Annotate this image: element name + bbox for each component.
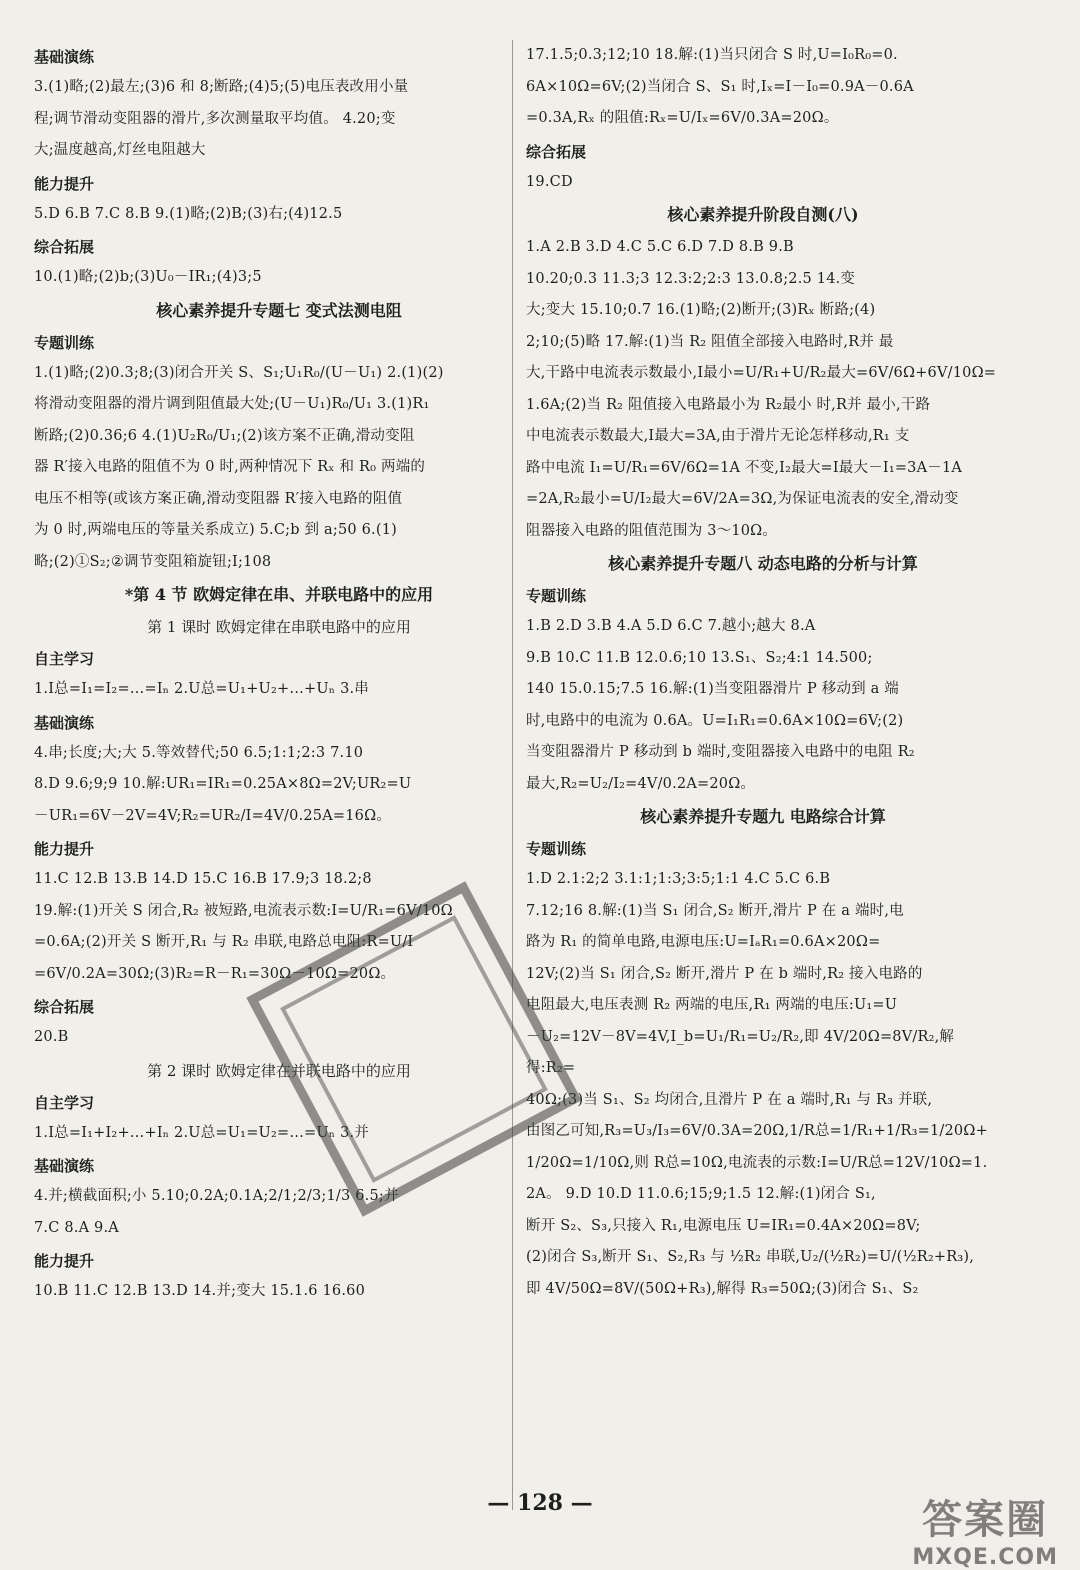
section-heading: 自主学习	[34, 650, 95, 668]
section-heading: 综合拓展	[34, 998, 95, 1016]
answer-line: 19.CD	[526, 173, 573, 190]
answer-line: 5.D 6.B 7.C 8.B 9.(1)略;(2)B;(3)右;(4)12.5	[34, 205, 343, 222]
answer-line: =2A,R₂最小=U/I₂最大=6V/2A=3Ω,为保证电流表的安全,滑动变	[526, 491, 959, 507]
answer-line: 时,电路中的电流为 0.6A。U=I₁R₁=0.6A×10Ω=6V;(2)	[526, 712, 904, 729]
lesson-title: 第 2 课时 欧姆定律在并联电路中的应用	[147, 1061, 411, 1080]
answer-line: 2A。 9.D 10.D 11.0.6;15;9;1.5 12.解:(1)闭合 S₁,	[526, 1186, 876, 1202]
section-heading: 自主学习	[34, 1093, 95, 1112]
answer-line: 1.D 2.1:2;2 3.1:1;1:3;3:5;1:1 4.C 5.C 6.B	[526, 871, 831, 887]
answer-line: 10.B 11.C 12.B 13.D 14.并;变大 15.1.6 16.60	[34, 1283, 365, 1299]
answer-line: 1/20Ω=1/10Ω,则 R总=10Ω,电流表的示数:I=U/R总=12V/10Ω=1.	[526, 1154, 988, 1171]
answer-line: 断开 S₂、S₃,只接入 R₁,电源电压 U=IR₁=0.4A×20Ω=8V;	[526, 1217, 921, 1234]
answer-line: 电压不相等(或该方案正确,滑动变阻器 R′接入电路的阻值	[34, 490, 403, 507]
answer-line: 当变阻器滑片 P 移动到 b 端时,变阻器接入电路中的电阻 R₂	[526, 744, 915, 760]
answer-line: 即 4V/50Ω=8V/(50Ω+R₃),解得 R₃=50Ω;(3)闭合 S₁、S₂	[526, 1280, 919, 1297]
answer-line: 140 15.0.15;7.5 16.解:(1)当变阻器滑片 P 移动到 a 端	[526, 681, 900, 697]
section-heading: 综合拓展	[526, 142, 587, 161]
answer-line: 17.1.5;0.3;12;10 18.解:(1)当只闭合 S 时,U=I₀R₀=0.	[526, 47, 898, 63]
answer-line: 大;变大 15.10;0.7 16.(1)略;(2)断开;(3)Rₓ 断路;(4)	[526, 302, 876, 318]
answer-line: =6V/0.2A=30Ω;(3)R₂=R－R₁=30Ω－10Ω=20Ω。	[34, 965, 396, 982]
answer-line: (2)闭合 S₃,断开 S₁、S₂,R₃ 与 ½R₂ 串联,U₂/(½R₂)=U/(½R₂+R₃),	[526, 1249, 975, 1265]
answer-line: 路为 R₁ 的简单电路,电源电压:U=IₐR₁=0.6A×20Ω=	[526, 934, 881, 950]
section-heading: 能力提升	[34, 174, 95, 193]
answer-line: 1.B 2.D 3.B 4.A 5.D 6.C 7.越小;越大 8.A	[526, 618, 816, 634]
answer-line: 器 R′接入电路的阻值不为 0 时,两种情况下 Rₓ 和 R₀ 两端的	[34, 459, 426, 475]
answer-line: 11.C 12.B 13.B 14.D 15.C 16.B 17.9;3 18.2;8	[34, 871, 372, 887]
section-heading: 能力提升	[34, 840, 95, 858]
answer-line: 1.(1)略;(2)0.3;8;(3)闭合开关 S、S₁;U₁R₀/(U－U₁) 2.(1)(2)	[34, 364, 444, 381]
right-column	[526, 40, 1000, 1305]
answer-line: =0.6A;(2)开关 S 断开,R₁ 与 R₂ 串联,电路总电阻:R=U/I	[34, 934, 414, 950]
answer-line: 10.(1)略;(2)b;(3)U₀－IR₁;(4)3;5	[34, 269, 262, 285]
answer-line: 9.B 10.C 11.B 12.0.6;10 13.S₁、S₂;4:1 14.500;	[526, 649, 873, 666]
answer-line: 4.并;横截面积;小 5.10;0.2A;0.1A;2/1;2/3;1/3 6.5;并	[34, 1188, 399, 1204]
lesson-title: 第 1 课时 欧姆定律在串联电路中的应用	[147, 618, 411, 636]
answer-line: 40Ω;(3)当 S₁、S₂ 均闭合,且滑片 P 在 a 端时,R₁ 与 R₃ 并联,	[526, 1091, 933, 1108]
answer-line: 12V;(2)当 S₁ 闭合,S₂ 断开,滑片 P 在 b 端时,R₂ 接入电路的	[526, 965, 923, 982]
section-heading: 专题训练	[526, 840, 587, 858]
answer-line: 10.20;0.3 11.3;3 12.3:2;2:3 13.0.8;2.5 14.变	[526, 270, 856, 287]
watermark-url: MXQE.COM	[912, 1545, 1058, 1570]
section-heading: 基础演练	[34, 713, 95, 732]
answer-line: －UR₁=6V－2V=4V;R₂=UR₂/I=4V/0.25A=16Ω。	[34, 807, 392, 824]
answer-line: 电阻最大,电压表测 R₂ 两端的电压,R₁ 两端的电压:U₁=U	[526, 997, 898, 1013]
answer-line: 20.B	[34, 1029, 69, 1045]
answer-line: 略;(2)①S₂;②调节变阻箱旋钮;I;108	[34, 553, 272, 570]
page-number: — 128 —	[487, 1490, 593, 1516]
answer-line: 1.I总=I₁=I₂=…=Iₙ 2.U总=U₁+U₂+…+Uₙ 3.串	[34, 681, 370, 697]
answer-line: 大,干路中电流表示数最小,I最小=U/R₁+U/R₂最大=6V/6Ω+6V/10Ω=	[526, 365, 997, 381]
watermark-text: 答案圈	[922, 1497, 1049, 1543]
answer-line: 1.A 2.B 3.D 4.C 5.C 6.D 7.D 8.B 9.B	[526, 239, 794, 255]
answer-line: 7.12;16 8.解:(1)当 S₁ 闭合,S₂ 断开,滑片 P 在 a 端时,电	[526, 902, 904, 919]
answer-line: 中电流表示数最大,I最大=3A,由于滑片无论怎样移动,R₁ 支	[526, 428, 910, 444]
answer-line: －U₂=12V－8V=4V,I_b=U₁/R₁=U₂/R₂,即 4V/20Ω=8V/R₂,解得:R₂=	[526, 1028, 955, 1076]
answer-line: 由图乙可知,R₃=U₃/I₃=6V/0.3A=20Ω,1/R总=1/R₁+1/R₃=1/20Ω+	[526, 1123, 988, 1139]
section-heading: 基础演练	[34, 48, 95, 66]
answer-line: 断路;(2)0.36;6 4.(1)U₂R₀/U₁;(2)该方案不正确,滑动变阻	[34, 427, 415, 444]
answer-line: 19.解:(1)开关 S 闭合,R₂ 被短路,电流表示数:I=U/R₁=6V/10Ω	[34, 902, 453, 919]
answer-line: 1.I总=I₁+I₂+…+Iₙ 2.U总=U₁=U₂=…=Uₙ 3.并	[34, 1124, 370, 1141]
answer-line: 2;10;(5)略 17.解:(1)当 R₂ 阻值全部接入电路时,R并 最	[526, 333, 894, 350]
answer-line: 阻器接入电路的阻值范围为 3～10Ω。	[526, 522, 778, 539]
chapter-title: 核心素养提升阶段自测(八)	[667, 205, 859, 224]
section-heading: 专题训练	[34, 333, 95, 352]
answer-line: 将滑动变阻器的滑片调到阻值最大处;(U－U₁)R₀/U₁ 3.(1)R₁	[34, 396, 430, 412]
section-heading: 专题训练	[526, 587, 587, 605]
watermark-logo	[912, 1488, 1058, 1570]
answer-line: =0.3A,Rₓ 的阻值:Rₓ=U/Iₓ=6V/0.3A=20Ω。	[526, 110, 839, 126]
answer-line: 大;温度越高,灯丝电阻越大	[34, 142, 206, 158]
section-title: *第 4 节 欧姆定律在串、并联电路中的应用	[124, 585, 434, 604]
chapter-title: 核心素养提升专题九 电路综合计算	[640, 807, 886, 826]
answer-line: 路中电流 I₁=U/R₁=6V/6Ω=1A 不变,I₂最大=I最大－I₁=3A－1A	[526, 459, 963, 476]
chapter-title: 核心素养提升专题八 动态电路的分析与计算	[608, 554, 918, 573]
chapter-title: 核心素养提升专题七 变式法测电阻	[156, 300, 402, 320]
section-heading: 能力提升	[34, 1252, 95, 1270]
answer-line: 程;调节滑动变阻器的滑片,多次测量取平均值。 4.20;变	[34, 110, 396, 127]
answer-line: 6A×10Ω=6V;(2)当闭合 S、S₁ 时,Iₓ=I－I₀=0.9A－0.6A	[526, 78, 914, 95]
answer-line: 3.(1)略;(2)最左;(3)6 和 8;断路;(4)5;(5)电压表改用小量	[34, 79, 409, 95]
answer-line: 1.6A;(2)当 R₂ 阻值接入电路最小为 R₂最小 时,R并 最小,干路	[526, 396, 931, 413]
section-heading: 综合拓展	[34, 238, 95, 256]
answer-line: 为 0 时,两端电压的等量关系成立) 5.C;b 到 a;50 6.(1)	[34, 522, 397, 538]
answer-line: 8.D 9.6;9;9 10.解:UR₁=IR₁=0.25A×8Ω=2V;UR₂=U	[34, 776, 412, 792]
section-heading: 基础演练	[34, 1157, 95, 1175]
answer-line: 4.串;长度;大;大 5.等效替代;50 6.5;1:1;2:3 7.10	[34, 744, 364, 761]
answer-line: 7.C 8.A 9.A	[34, 1219, 119, 1236]
answer-line: 最大,R₂=U₂/I₂=4V/0.2A=20Ω。	[526, 775, 756, 792]
